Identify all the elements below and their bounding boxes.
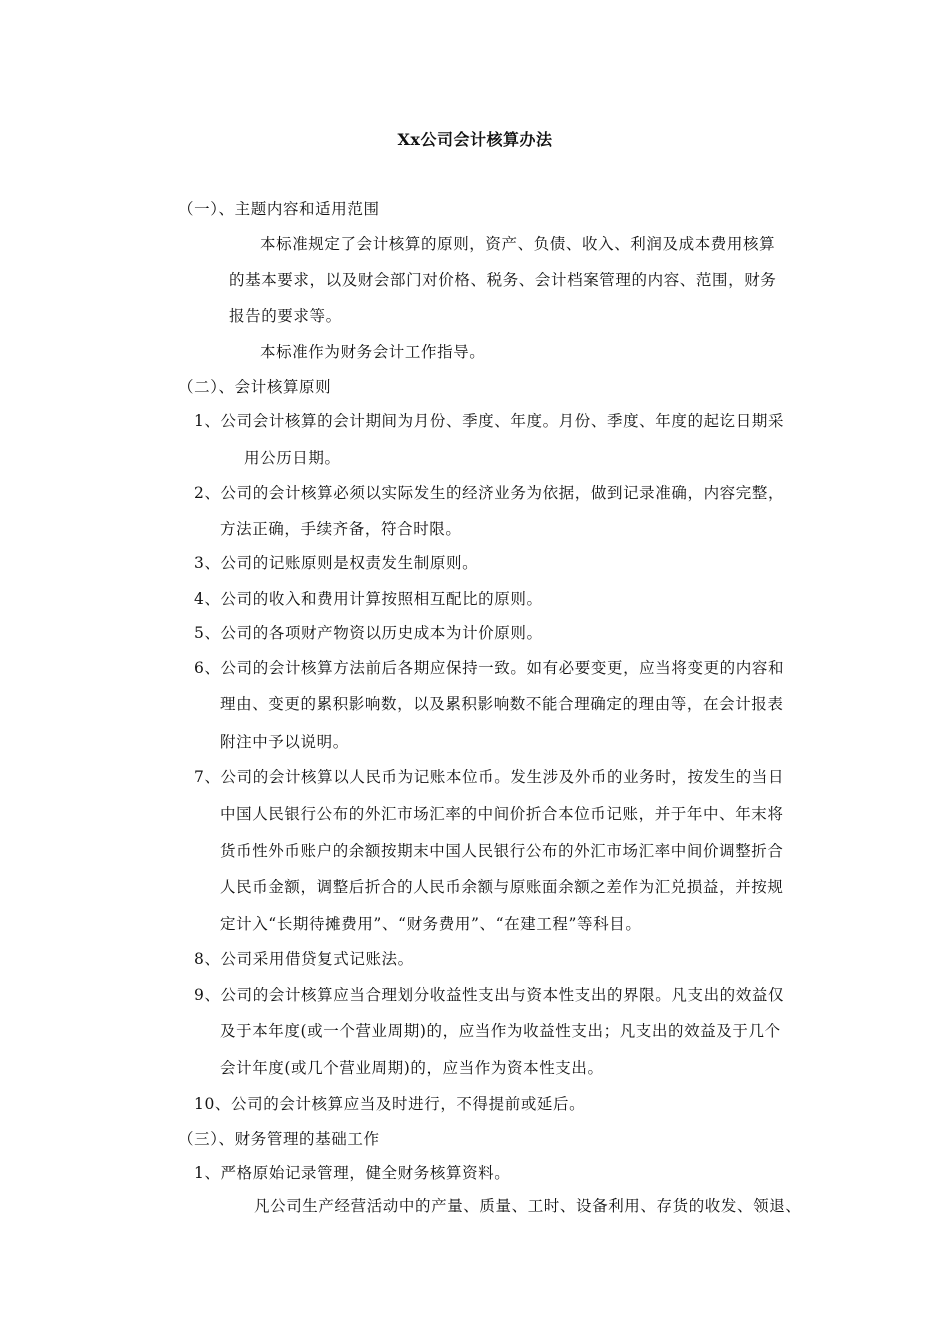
list-item-line: 8、公司采用借贷复式记账法。 [194, 950, 414, 968]
section-heading-1: （一）、主题内容和适用范围 [178, 200, 380, 218]
list-item-line: 2、公司的会计核算必须以实际发生的经济业务为依据，做到记录准确，内容完整， [194, 484, 785, 502]
paragraph-line: 报告的要求等。 [229, 307, 342, 325]
list-item-line: 货币性外币账户的余额按期末中国人民银行公布的外汇市场汇率中间价调整折合 [220, 842, 784, 860]
list-item-line: 3、公司的记账原则是权责发生制原则。 [194, 554, 479, 572]
list-item-line: 1、公司会计核算的会计期间为月份、季度、年度。月份、季度、年度的起讫日期采 [194, 412, 785, 430]
list-item-line: 用公历日期。 [244, 449, 341, 467]
list-item-line: 会计年度(或几个营业周期)的，应当作为资本性支出。 [220, 1059, 604, 1077]
list-item-line: 1、严格原始记录管理，健全财务核算资料。 [194, 1164, 511, 1182]
list-item-line: 7、公司的会计核算以人民币为记账本位币。发生涉及外币的业务时，按发生的当日 [194, 768, 785, 786]
document-title: Xx公司会计核算办法 [397, 130, 553, 149]
list-item-line: 9、公司的会计核算应当合理划分收益性支出与资本性支出的界限。凡支出的效益仅 [194, 986, 785, 1004]
paragraph-line: 本标准作为财务会计工作指导。 [260, 343, 486, 361]
list-item-line: 5、公司的各项财产物资以历史成本为计价原则。 [194, 624, 543, 642]
list-item-line: 理由、变更的累积影响数，以及累积影响数不能合理确定的理由等，在会计报表 [220, 695, 784, 713]
list-item-line: 及于本年度(或一个营业周期)的，应当作为收益性支出；凡支出的效益及于几个 [220, 1022, 781, 1040]
list-item-line: 方法正确，手续齐备，符合时限。 [220, 520, 462, 538]
list-item-line: 4、公司的收入和费用计算按照相互配比的原则。 [194, 590, 543, 608]
list-item-line: 附注中予以说明。 [220, 733, 349, 751]
section-heading-2: （二）、会计核算原则 [178, 378, 332, 396]
paragraph-line: 本标准规定了会计核算的原则，资产、负债、收入、利润及成本费用核算 [260, 235, 776, 253]
list-item-line: 6、公司的会计核算方法前后各期应保持一致。如有必要变更，应当将变更的内容和 [194, 659, 785, 677]
list-item-line: 定计入“长期待摊费用”、“财务费用”、“在建工程”等科目。 [220, 915, 642, 933]
paragraph-line: 凡公司生产经营活动中的产量、质量、工时、设备利用、存货的收发、领退、 [254, 1197, 802, 1215]
section-heading-3: （三）、财务管理的基础工作 [178, 1130, 380, 1148]
list-item-line: 中国人民银行公布的外汇市场汇率的中间价折合本位币记账，并于年中、年末将 [220, 805, 784, 823]
paragraph-line: 的基本要求，以及财会部门对价格、税务、会计档案管理的内容、范围，财务 [229, 271, 777, 289]
list-item-line: 人民币金额，调整后折合的人民币余额与原账面余额之差作为汇兑损益，并按规 [220, 878, 784, 896]
list-item-line: 10、公司的会计核算应当及时进行，不得提前或延后。 [194, 1095, 586, 1113]
